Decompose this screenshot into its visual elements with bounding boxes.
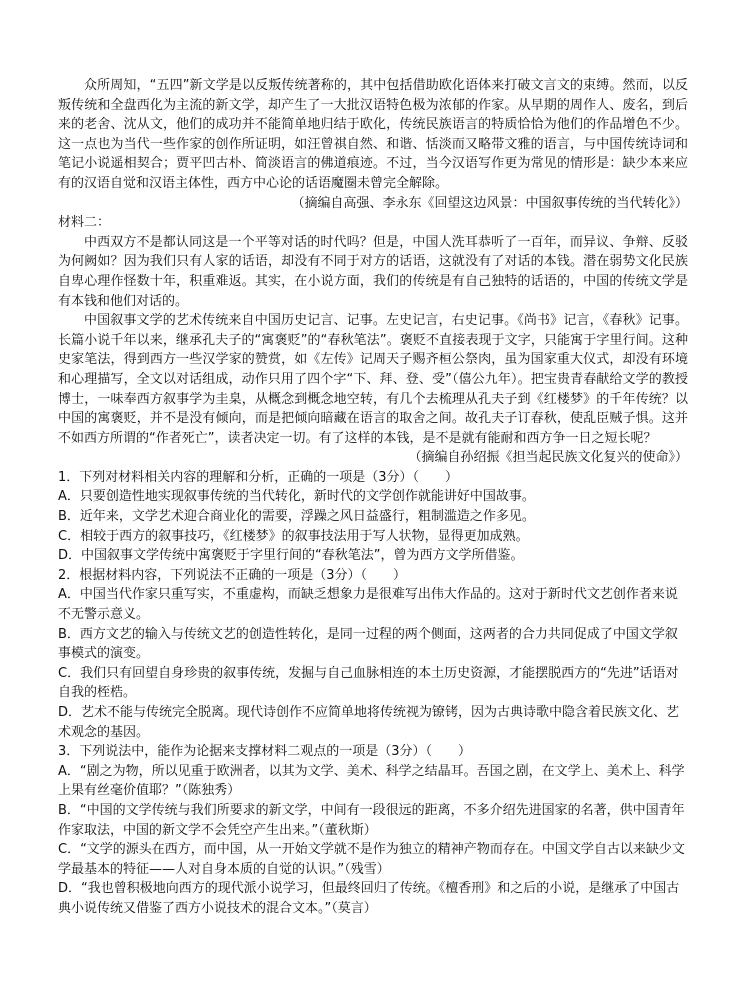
option-c: C．我们只有回望自身珍贵的叙事传统，发掘与自己血脉相连的本土历史资源，才能摆脱西方的“先进”话语对自我的桎梏。 xyxy=(58,665,679,701)
material-one-paragraph: 众所周知，“五四”新文学是以反叛传统著称的，其中包括借助欧化语体来打破文言文的束缚。然而，以反叛传统和全盘西化为主流的新文学，却产生了一大批汉语特色极为浓郁的作家。从早期的周作人、废名，到后来的老舍、沈从文，他们的成功并不能简单地归结于欧化，传统民族语言的特质恰恰为他们的作品增色不少。这一点也为当代一些作家的创作所证明，如汪曾祺自然、和谐、恬淡而又略带文雅的语言，与中国传统诗词和笔记小说遥相契合；贾平凹古朴、简淡语言的佛道痕迹。不过，当今汉语写作更为常见的情形是：缺少本来应有的汉语自觉和汉语主体性，西方中心论的话语魔圈未曾完全解除。 xyxy=(58,78,688,191)
option-d: D．中国叙事文学传统中寓褒贬于字里行间的“春秋笔法”，曾为西方文学所借鉴。 xyxy=(58,548,524,564)
option-c: C．“文学的源头在西方，而中国，从一开始文学就不是作为独立的精神产物而存在。中国文学自古以来缺少文学最基本的特征——人对自身本质的自觉的认识。”（残雪） xyxy=(58,842,685,877)
question-2 xyxy=(58,566,688,742)
material-one xyxy=(58,76,688,213)
option-d: D．“我也曾积极地向西方的现代派小说学习，但最终回归了传统。《檀香刑》和之后的小说，是继承了中国古典小说传统又借鉴了西方小说技术的混合文本。”（莫言） xyxy=(58,881,680,916)
question-stem: 3．下列说法中，能作为论据来支撑材料二观点的一项是（3分）（ ） xyxy=(58,744,472,760)
option-a: A．中国当代作家只重写实，不重虚构，而缺乏想象力是很难写出伟大作品的。这对于新时代文艺创作者来说不无警示意义。 xyxy=(58,587,678,623)
option-b: B．“中国的文学传统与我们所要求的新文学，中间有一段很远的距离，不多介绍先进国家的名著，供中国青年作家取法，中国的新文学不会凭空产生出来。”（董秋斯） xyxy=(58,802,685,838)
option-b: B．近年来，文学艺术迎合商业化的需要，浮躁之风日益盛行，粗制滥造之作多见。 xyxy=(58,509,535,525)
question-stem: 1．下列对材料相关内容的理解和分析，正确的一项是（3分）（ ） xyxy=(58,469,459,485)
question-stem: 2．根据材料内容，下列说法不正确的一项是（3分）（ ） xyxy=(58,567,407,583)
material-one-source: （摘编自高强、李永东《回望这边风景：中国叙事传统的当代转化》） xyxy=(291,195,688,211)
option-a: A．“剧之为物，所以见重于欧洲者，以其为文学、美术、科学之结晶耳。吾国之剧，在文学上、美术上、科学上果有丝毫价值耶？”（陈独秀） xyxy=(58,763,685,799)
material-two-label: 材料二： xyxy=(58,215,111,231)
exam-page xyxy=(58,76,688,919)
option-a: A．只要创造性地实现叙事传统的当代转化，新时代的文学创作就能讲好中国故事。 xyxy=(58,489,535,505)
option-c: C．相较于西方的叙事技巧，《红楼梦》的叙事技法用于写人状物，显得更加成熟。 xyxy=(58,528,529,544)
material-two xyxy=(58,213,688,468)
material-two-source: （摘编自孙绍振《担当起民族文化复兴的使命》） xyxy=(408,450,688,466)
material-two-paragraph-2: 中国叙事文学的艺术传统来自中国历史记言、记事。左史记言，右史记事。《尚书》记言，《春秋》记事。长篇小说千年以来，继承孔夫子的“寓褒贬”的“春秋笔法”。褒贬不直接表现于文字，只能寓于字里行间。这种史家笔法，得到西方一些汉学家的赞赏，如《左传》记周天子赐齐桓公祭肉，虽为国家重大仪式，却没有环境和心理描写，全文以对话组成，动作只用了四个字“下、拜、登、受”（僖公九年）。把宝贵青春献给文学的教授博士，一味奉西方叙事学为圭臬，从概念到概念地空转，有几个去梳理从孔夫子到《红楼梦》的千年传统？以中国的寓褒贬，并不是没有倾向，而是把倾向暗藏在语言的取舍之间。故孔夫子订春秋，使乱臣贼子惧。这并不如西方所谓的“作者死亡”，读者决定一切。有了这样的本钱，是不是就有能耐和西方争一日之短长呢？ xyxy=(58,313,688,446)
question-1 xyxy=(58,468,688,566)
option-d: D．艺术不能与传统完全脱离。现代诗创作不应简单地将传统视为镣铐，因为古典诗歌中隐含着民族文化、艺术观念的基因。 xyxy=(58,705,680,740)
option-b: B．西方文艺的输入与传统文艺的创造性转化，是同一过程的两个侧面，这两者的合力共同促成了中国文学叙事模式的演变。 xyxy=(58,626,678,662)
material-two-paragraph-1: 中西双方不是都认同这是一个平等对话的时代吗？但是，中国人洗耳恭听了一百年，而异议、争辩、反驳为何阙如？因为我们只有人家的话语，却没有不同于对方的话语，这就没有了对话的本钱。潜在弱势文化民族自卑心理作怪数十年，积重难返。其实，在小说方面，我们的传统是有自己独特的话语的，中国的传统文学是有本钱和他们对话的。 xyxy=(58,234,688,309)
question-3 xyxy=(58,742,688,918)
